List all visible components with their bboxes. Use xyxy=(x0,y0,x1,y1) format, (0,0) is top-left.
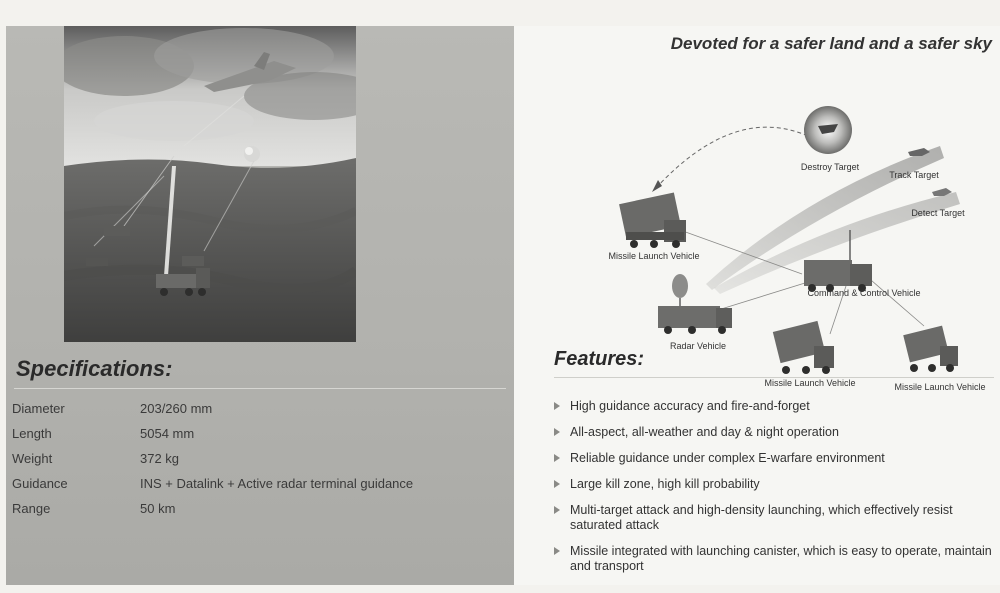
spec-row-diameter xyxy=(12,401,413,426)
missile-launch-vehicle-1-graphic xyxy=(619,193,686,248)
slogan: Devoted for a safer land and a safer sky xyxy=(670,34,992,53)
spec-row-range xyxy=(12,501,413,526)
spec-label: Range xyxy=(12,501,51,516)
bullet-arrow-icon xyxy=(554,402,560,410)
label-destroy-target: Destroy Target xyxy=(800,162,860,172)
label-missile-launch-vehicle-2: Missile Launch Vehicle xyxy=(764,378,856,388)
specifications-heading: Specifications: xyxy=(16,356,173,381)
missile-trajectory xyxy=(656,127,808,188)
label-missile-launch-vehicle-3: Missile Launch Vehicle xyxy=(894,382,986,392)
spec-row-weight xyxy=(12,451,413,476)
specifications-divider xyxy=(14,388,506,389)
trajectory-arrowhead xyxy=(652,180,662,192)
spec-value: INS + Datalink + Active radar terminal guidance xyxy=(140,476,414,491)
label-radar-vehicle: Radar Vehicle xyxy=(669,341,727,351)
feature-item: Large kill zone, high kill probability xyxy=(552,477,1000,492)
features-divider xyxy=(554,377,994,378)
bullet-arrow-icon xyxy=(554,480,560,488)
brochure-page xyxy=(6,26,1000,585)
spec-label: Guidance xyxy=(12,476,68,491)
feature-item: Multi-target attack and high-density launching, which effectively resist saturated attack xyxy=(552,503,1000,533)
feature-item: All-aspect, all-weather and day & night operation xyxy=(552,425,1000,440)
missile-launch-vehicle-3-graphic xyxy=(903,326,958,372)
hero-battlefield-photo xyxy=(64,26,356,342)
right-panel xyxy=(514,26,1000,585)
spec-label: Diameter xyxy=(12,401,65,416)
label-detect-target: Detect Target xyxy=(911,208,965,218)
spec-value: 372 kg xyxy=(140,451,180,466)
spec-value: 203/260 mm xyxy=(140,401,213,416)
feature-item: High guidance accuracy and fire-and-forget xyxy=(552,399,1000,414)
spec-label: Weight xyxy=(12,451,53,466)
missile-launch-vehicle-2-graphic xyxy=(773,321,834,374)
features-heading: Features: xyxy=(554,348,645,370)
label-command-control-vehicle: Command & Control Vehicle xyxy=(807,288,921,298)
feature-item: Missile integrated with launching canister, which is easy to operate, maintain and transport xyxy=(552,544,1000,574)
bullet-arrow-icon xyxy=(554,547,560,555)
label-track-target: Track Target xyxy=(889,170,939,180)
system-operation-diagram xyxy=(594,74,1000,392)
left-panel xyxy=(6,26,514,585)
spec-value: 5054 mm xyxy=(140,426,195,441)
spec-label: Length xyxy=(12,426,52,441)
label-missile-launch-vehicle-1: Missile Launch Vehicle xyxy=(608,251,700,261)
spec-row-guidance xyxy=(12,476,413,501)
bullet-arrow-icon xyxy=(554,428,560,436)
spec-value: 50 km xyxy=(140,501,176,516)
specifications-table xyxy=(12,401,413,526)
feature-item: Reliable guidance under complex E-warfare environment xyxy=(552,451,1000,466)
features-list xyxy=(552,399,1000,574)
bullet-arrow-icon xyxy=(554,506,560,514)
spec-row-length xyxy=(12,426,413,451)
diagram-graphics xyxy=(594,74,1000,378)
bullet-arrow-icon xyxy=(554,454,560,462)
